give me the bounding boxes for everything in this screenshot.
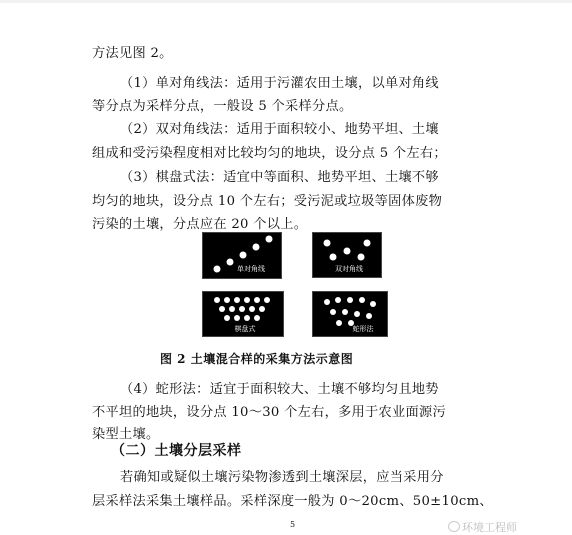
sample-point <box>330 254 337 261</box>
sample-point <box>324 240 331 247</box>
sample-point <box>366 313 372 319</box>
top-rule <box>0 0 572 3</box>
text-line-11: 染型土壤。 <box>92 427 160 442</box>
panel-label: 双对角线 <box>335 265 363 273</box>
text-line-10: 不平坦的地块，设分点 10～30 个左右，多用于农业面源污 <box>92 405 446 420</box>
single-diagonal-diagram <box>203 233 281 278</box>
panel-single-diagonal <box>202 232 282 279</box>
sample-point <box>239 306 245 312</box>
sample-point <box>254 297 260 303</box>
panel-double-diagonal <box>312 232 382 278</box>
text-line-13: 层采样法采集土壤样品。采样深度一般为 0～20cm、50±10cm、 <box>92 494 493 509</box>
text-line-1: 方法见图 2。 <box>92 46 173 61</box>
sample-point <box>364 240 371 247</box>
text-line-6: （3）棋盘式法：适宜中等面积、地势平坦、土壤不够 <box>120 170 439 185</box>
sample-point <box>234 297 240 303</box>
sample-point <box>330 309 336 315</box>
serpentine-diagram <box>313 292 387 336</box>
sample-point <box>358 254 365 261</box>
text-line-9: （4）蛇形法：适宜于面积较大、土壤不够均匀且地势 <box>120 382 439 397</box>
sample-point <box>240 252 247 259</box>
text-line-5: 组成和受污染程度相对比较均匀的地块，设分点 5 个左右； <box>92 146 447 161</box>
sample-point <box>344 248 351 255</box>
text-line-3: 等分点为采样分点，一般设 5 个采样分点。 <box>92 99 353 114</box>
double-diagonal-diagram <box>313 233 381 277</box>
sample-point <box>227 259 234 266</box>
panel-checkerboard <box>202 291 284 337</box>
watermark: 环境工程师 <box>462 521 517 534</box>
sample-point <box>234 315 240 321</box>
sample-point <box>244 297 250 303</box>
sample-point <box>259 306 265 312</box>
sample-point <box>224 315 230 321</box>
sample-point <box>359 297 365 303</box>
sample-point <box>370 301 376 307</box>
figure-caption: 图 2 土壤混合样的采集方法示意图 <box>160 352 354 366</box>
panel-serpentine <box>312 291 388 337</box>
text-line-2: （1）单对角线法：适用于污灌农田土壤，以单对角线 <box>120 76 439 91</box>
text-line-12: 若确知或疑似土壤污染物渗透到土壤深层，应当采用分 <box>120 470 444 485</box>
sample-point <box>342 309 348 315</box>
sample-point <box>214 297 220 303</box>
sample-point <box>266 236 273 243</box>
sample-point <box>354 311 360 317</box>
sample-point <box>335 297 341 303</box>
sample-point <box>253 244 260 251</box>
panel-label: 棋盘式 <box>234 325 256 333</box>
panel-label: 单对角线 <box>237 265 265 273</box>
sample-point <box>214 266 221 273</box>
sample-point <box>244 315 250 321</box>
sample-point <box>347 297 353 303</box>
sample-point <box>336 320 342 326</box>
text-line-8: 污染的土壤，分点应在 20 个以上。 <box>92 217 308 232</box>
text-line-4: （2）双对角线法：适用于面积较小、地势平坦、土壤 <box>120 122 439 137</box>
sample-point <box>219 306 225 312</box>
sample-point <box>229 306 235 312</box>
panel-label: 蛇形法 <box>352 325 374 333</box>
sample-point <box>249 306 255 312</box>
wechat-icon <box>448 521 460 532</box>
sample-point <box>264 297 270 303</box>
section-heading: （二）土壤分层采样 <box>111 443 242 459</box>
sample-point <box>324 299 330 305</box>
sample-point <box>254 315 260 321</box>
text-line-7: 均匀的地块，设分点 10 个左右；受污泥或垃圾等固体废物 <box>92 194 443 209</box>
sample-point <box>224 297 230 303</box>
page-number: 5 <box>290 520 296 529</box>
checkerboard-diagram <box>203 292 283 336</box>
